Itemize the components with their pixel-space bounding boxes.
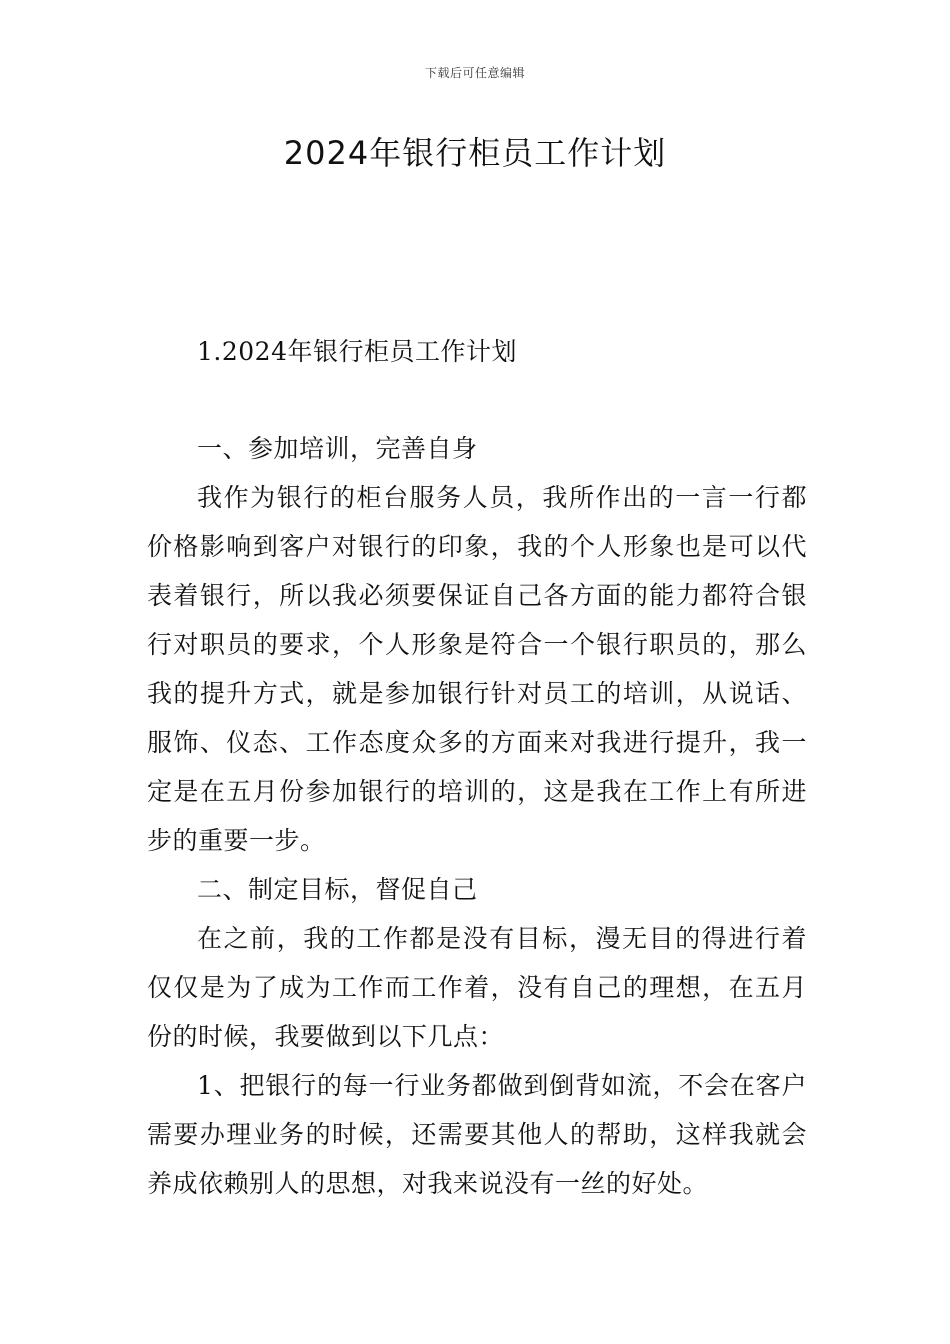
subtitle-paragraph: 1.2024年银行柜员工作计划 (197, 337, 517, 366)
body-paragraph-3: 1、把银行的每一行业务都做到倒背如流，不会在客户需要办理业务的时候，还需要其他人的帮助，这样我就会养成依赖别人的思想，对我来说没有一丝的好处。 (147, 1071, 807, 1198)
body-paragraph-2: 在之前，我的工作都是没有目标，漫无目的得进行着仅仅是为了成为工作而工作着，没有自己的理想，在五月份的时候，我要做到以下几点： (147, 924, 807, 1051)
document-title: 2024年银行柜员工作计划 (283, 134, 667, 172)
header-note: 下载后可任意编辑 (424, 66, 525, 80)
body-paragraph-1: 我作为银行的柜台服务人员，我所作出的一言一行都价格影响到客户对银行的印象，我的个人形象也是可以代表着银行，所以我必须要保证自己各方面的能力都符合银行对职员的要求，个人形象是符合一个银行职员的，那么我的提升方式，就是参加银行针对员工的培训，从说话、服饰、仪态、工作态度众多的方面来对我进行提升，我一定是在五月份参加银行的培训的，这是我在工作上有所进步的重要一步。 (147, 483, 807, 855)
spacer (147, 376, 807, 424)
document-body (147, 327, 807, 1208)
section-heading-2: 二、制定目标，督促自己 (197, 875, 478, 904)
section-heading-1: 一、参加培训，完善自身 (197, 434, 478, 463)
